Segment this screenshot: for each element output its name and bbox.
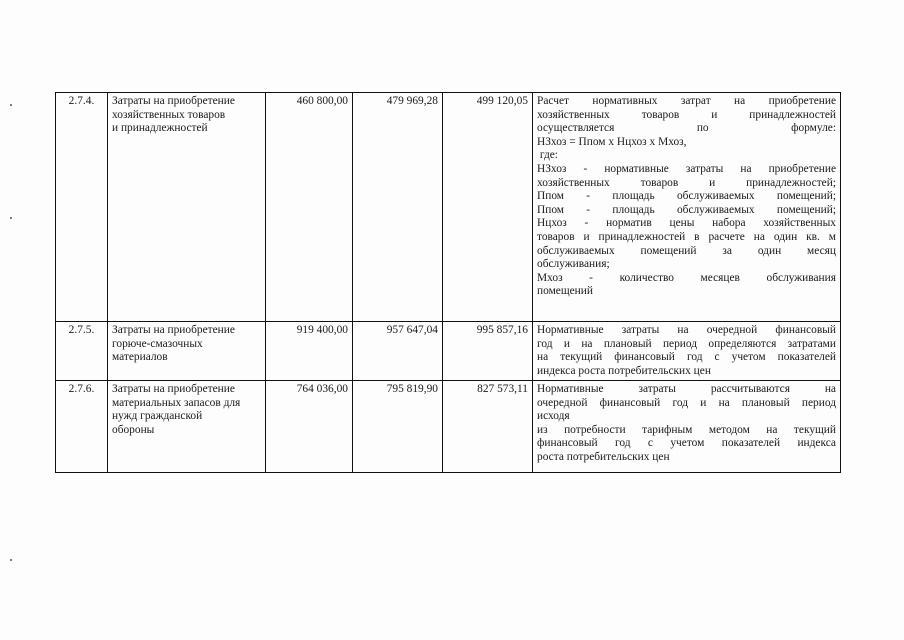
item-name-line: материалов	[112, 351, 168, 364]
table-row	[56, 381, 841, 473]
description-line: Ппом - площадь обслуживаемых помещений;	[537, 203, 836, 216]
cost-norms-table	[55, 92, 841, 473]
item-name-line: хозяйственных товаров	[112, 108, 226, 121]
value-year-2: 795 819,90	[353, 381, 443, 473]
item-name-line: Затраты на приобретение	[112, 95, 235, 107]
description-line: Расчет нормативных затрат на приобретение	[537, 95, 836, 107]
item-number: 2.7.4.	[56, 93, 108, 322]
value-year-3: 995 857,16	[443, 322, 533, 381]
description-line: хозяйственных товаров и принадлежностей;	[537, 176, 836, 189]
description-line: год и на плановый период определяются затратами	[537, 337, 836, 350]
description-line: Ппом - площадь обслуживаемых помещений;	[537, 190, 836, 203]
calculation-description	[533, 322, 841, 381]
item-name	[108, 93, 266, 322]
description-line: товаров и принадлежностей в расчете на один кв. м	[537, 230, 836, 243]
description-line: исходя	[537, 410, 570, 423]
value-year-2: 479 969,28	[353, 93, 443, 322]
calculation-description	[533, 93, 841, 322]
item-name-line: Затраты на приобретение	[112, 324, 235, 336]
value-year-1: 460 800,00	[266, 93, 353, 322]
description-line: где:	[537, 149, 558, 162]
description-line: финансовый год с учетом показателей индекса	[537, 437, 836, 450]
description-line: Мхоз - количество месяцев обслуживания	[537, 271, 836, 284]
scan-speck	[10, 559, 12, 561]
description-line: НЗхоз - нормативные затраты на приобретение	[537, 162, 836, 175]
description-line: индекса роста потребительских цен	[537, 364, 711, 377]
description-line: роста потребительских цен	[537, 450, 670, 463]
description-line: очередной финансовый год и на плановый период	[537, 396, 836, 409]
description-line: помещений	[537, 285, 593, 298]
description-line: Нормативные затраты рассчитываются на	[537, 383, 836, 395]
value-year-2: 957 647,04	[353, 322, 443, 381]
description-line: Нормативные затраты на очередной финансовый	[537, 324, 836, 336]
description-line: обслуживания;	[537, 258, 610, 271]
item-number: 2.7.6.	[56, 381, 108, 473]
description-line: хозяйственных товаров и принадлежностей	[537, 108, 836, 121]
description-line: из потребности тарифным методом на текущий	[537, 423, 836, 436]
description-line: осуществляется по формуле:	[537, 122, 836, 135]
item-name-line: обороны	[112, 423, 155, 436]
item-name	[108, 381, 266, 473]
value-year-3: 499 120,05	[443, 93, 533, 322]
table-row	[56, 322, 841, 381]
formula-line: НЗхоз = Ппом х Нцхоз х Мхоз,	[537, 135, 687, 148]
item-name-line: материальных запасов для	[112, 396, 241, 409]
scan-speck	[10, 104, 12, 106]
item-number: 2.7.5.	[56, 322, 108, 381]
item-name-line: нужд гражданской	[112, 410, 203, 423]
item-name-line: Затраты на приобретение	[112, 383, 235, 395]
item-name	[108, 322, 266, 381]
scan-speck	[10, 217, 12, 219]
description-line: на текущий финансовый год с учетом показателей	[537, 351, 836, 364]
value-year-1: 919 400,00	[266, 322, 353, 381]
description-line: обслуживаемых помещений за один месяц	[537, 244, 836, 257]
item-name-line: горюче-смазочных	[112, 337, 203, 350]
description-line: Нцхоз - норматив цены набора хозяйственных	[537, 217, 836, 230]
value-year-3: 827 573,11	[443, 381, 533, 473]
item-name-line: и принадлежностей	[112, 122, 208, 135]
value-year-1: 764 036,00	[266, 381, 353, 473]
table-row	[56, 93, 841, 322]
calculation-description	[533, 381, 841, 473]
